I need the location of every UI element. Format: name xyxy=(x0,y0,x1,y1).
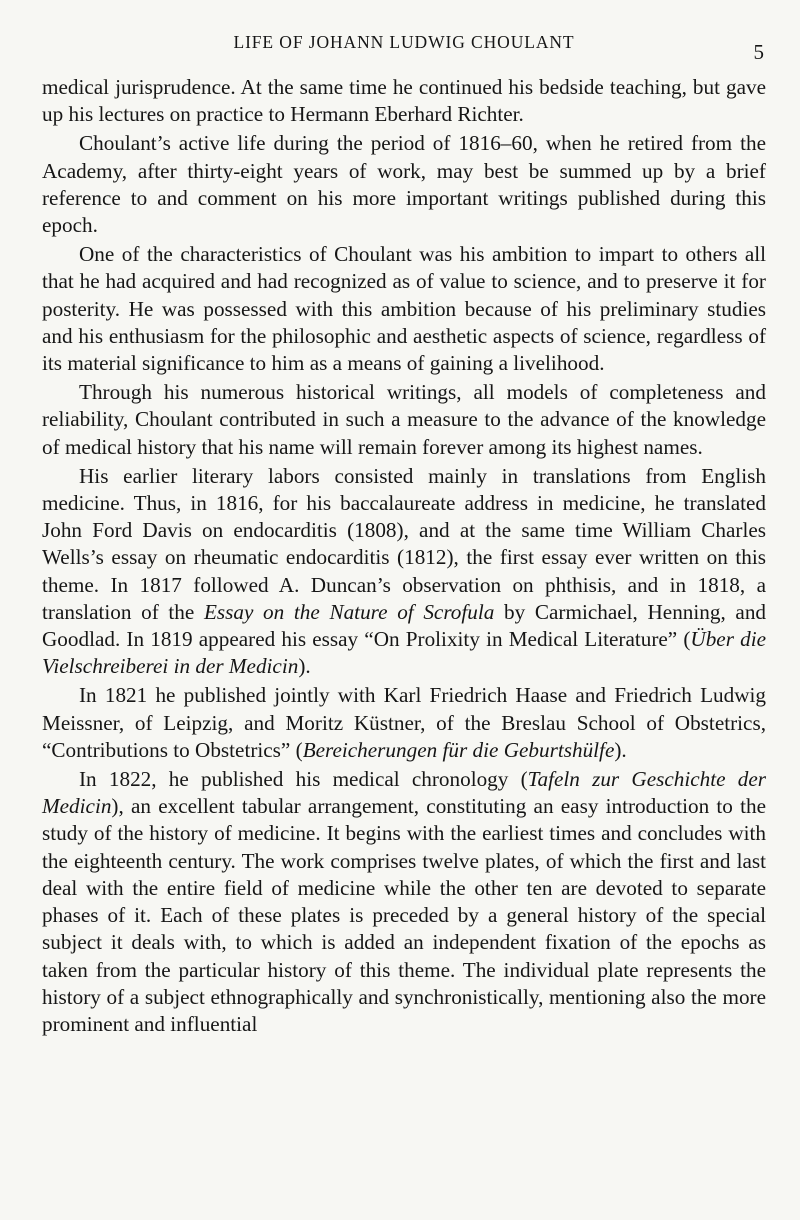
paragraph-6-italic-title: Bereicherungen für die Geburtshülfe xyxy=(302,737,615,762)
paragraph-2 xyxy=(42,130,766,239)
paragraph-5-italic-title-2: Über die Vielschreiberei in der Medicin xyxy=(42,627,766,679)
paragraph-4 xyxy=(42,379,766,461)
paragraph-1 xyxy=(42,74,766,128)
paragraph-7-italic-title: Tafeln zur Geschichte der Medicin xyxy=(42,767,766,819)
page-header xyxy=(42,30,766,64)
paragraph-2-text: Choulant’s active life during the period of 1816–60, when he retired from the Academy, after thirty-eight years of work, may best be summed up by a brief reference to and comment on his more important writings published during this epoch. xyxy=(42,131,766,238)
paragraph-3-text: One of the characteristics of Choulant was his ambition to impart to others all that he had acquired and had recognized as of value to science, and to preserve it for posterity. He was possessed with this ambition because of his preliminary studies and his enthusiasm for the philosophic and aesthetic aspects of science, regardless of its material significance to him as a means of gaining a livelihood. xyxy=(42,242,766,376)
paragraph-1-text: medical jurisprudence. At the same time he continued his bedside teaching, but gave up his lectures on practice to Hermann Eberhard Richter. xyxy=(42,75,766,127)
paragraph-5-text-part-1: His earlier literary labors consisted mainly in translations from English medicine. Thus, in 1816, for his baccalaureate address in medicine, he translated John Ford Davis on endocarditis (1808), and at the same time William Charles Wells’s essay on rheumatic endocarditis (1812), the first essay ever written on this theme. In 1817 followed A. Duncan’s observation on phthisis, and in 1818, a translation of the xyxy=(42,463,766,624)
paragraph-4-text: Through his numerous historical writings, all models of completeness and reliability, Choulant contributed in such a measure to the advance of the knowledge of medical history that his name will remain forever among its highest names. xyxy=(42,380,766,459)
paragraph-3 xyxy=(42,241,766,377)
paragraph-6 xyxy=(42,682,766,764)
paragraph-5-text-part-2: by Carmichael, Henning, and Goodlad. In 1819 appeared his essay “On Prolixity in Medical Literature” ( xyxy=(42,599,767,652)
paragraph-7 xyxy=(42,766,766,1038)
paragraph-6-text-part-1: In 1821 he published jointly with Karl Friedrich Haase and Friedrich Ludwig Meissner, of Leipzig, and Moritz Küstner, of the Breslau School of Obstetrics, “Contributions to Obstetrics” ( xyxy=(42,683,766,762)
paragraph-5-text-part-3: ). xyxy=(298,654,311,679)
paragraph-7-text-part-2: ), an excellent tabular arrangement, constituting an easy introduction to the study of the history of medicine. It begins with the earliest times and concludes with the eighteenth century. The work comprises twelve plates, of which the first and last deal with the entire field of medicine while the other ten are devoted to separate phases of it. Each of these plates is preceded by a general history of the special subject it deals with, to which is added an independent fixation of the epochs as taken from the particular history of this theme. The individual plate represents the history of a subject ethnographically and synchronistically, mentioning also the more prominent and influential xyxy=(42,794,766,1036)
body-text xyxy=(42,74,766,1038)
paragraph-6-text-part-2: ). xyxy=(614,737,627,762)
running-title: LIFE OF JOHANN LUDWIG CHOULANT xyxy=(233,32,575,52)
paragraph-7-text-part-1: In 1822, he published his medical chronology ( xyxy=(79,767,528,792)
paragraph-5 xyxy=(42,463,766,681)
paragraph-5-italic-title-1: Essay on the Nature of Scrofula xyxy=(203,599,495,624)
page-number: 5 xyxy=(753,40,764,64)
